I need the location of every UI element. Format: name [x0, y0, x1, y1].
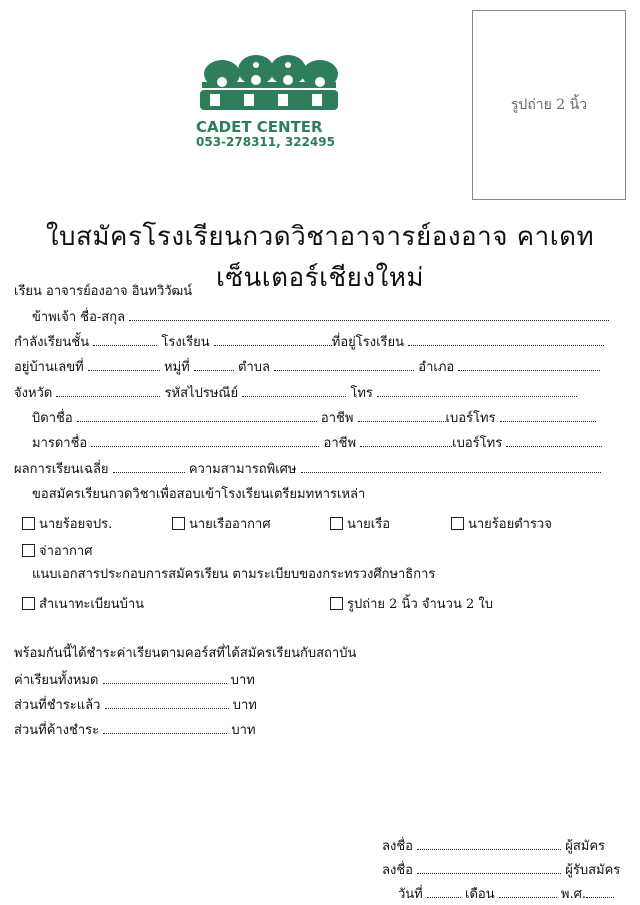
row-sign-receiver: [382, 859, 620, 880]
label-moo: หมู่ที่: [164, 360, 190, 375]
row-paid: [14, 696, 257, 715]
row-due: [14, 721, 256, 740]
label-province: จังหวัด: [14, 386, 53, 401]
cadet-figures-icon: [196, 52, 342, 114]
label-father-phone: เบอร์โทร: [445, 411, 496, 426]
option-air-sergeant[interactable]: [22, 540, 92, 561]
label-special: ความสามารถพิเศษ: [188, 462, 297, 477]
father-phone-field[interactable]: [500, 409, 596, 422]
label-paid: ส่วนที่ชำระแล้ว: [14, 698, 101, 713]
payment-intro: พร้อมกันนี้ได้ชำระค่าเรียนตามคอร์สที่ได้สมัครเรียนกับสถาบัน: [14, 646, 357, 661]
label-postcode: รหัสไปรษณีย์: [164, 386, 239, 401]
option-police-label: นายร้อยตำรวจ: [468, 517, 552, 532]
label-father: บิดาชื่อ: [32, 411, 73, 426]
attach-text: แนบเอกสารประกอบการสมัครเรียน ตามระเบียบของกระทรวงศึกษาธิการ: [32, 567, 436, 582]
option-navy[interactable]: [330, 513, 390, 534]
option-air-force[interactable]: [172, 513, 271, 534]
row-province: [14, 384, 577, 403]
date-field[interactable]: [427, 885, 461, 898]
option-house-registration[interactable]: [22, 593, 144, 614]
row-mother: [32, 434, 602, 453]
unit-paid: บาท: [232, 698, 257, 713]
label-month: เดือน: [465, 887, 495, 902]
label-father-occupation: อาชีพ: [320, 411, 354, 426]
option-photos[interactable]: [330, 593, 493, 614]
logo-phone: 053-278311, 322495: [196, 135, 335, 149]
label-sign-applicant: ลงชื่อ: [382, 839, 413, 854]
form-title: ใบสมัครโรงเรียนกวดวิชาอาจารย์องอาจ คาเดทเซ็นเตอร์เชียงใหม่: [45, 222, 595, 293]
postcode-field[interactable]: [242, 384, 346, 397]
photo-box: [472, 10, 626, 200]
mother-field[interactable]: [91, 434, 319, 447]
option-navy-label: นายเรือ: [347, 517, 391, 532]
label-house-no: อยู่บ้านเลขที่: [14, 360, 84, 375]
checkbox-police[interactable]: [451, 517, 464, 530]
row-date: [398, 883, 614, 904]
checkbox-army[interactable]: [22, 517, 35, 530]
mother-phone-field[interactable]: [506, 434, 602, 447]
row-father: [32, 409, 596, 428]
label-mother-occupation: อาชีพ: [323, 436, 357, 451]
special-field[interactable]: [301, 460, 601, 473]
option-army-label: นายร้อยจปร.: [39, 517, 113, 532]
label-mother: มารดาชื่อ: [32, 436, 88, 451]
label-total: ค่าเรียนทั้งหมด: [14, 673, 99, 688]
province-field[interactable]: [56, 384, 160, 397]
label-school: โรงเรียน: [161, 335, 210, 350]
option-photos-label: รูปถ่าย 2 นิ้ว จำนวน 2 ใบ: [347, 597, 494, 612]
option-house-registration-label: สำเนาทะเบียนบ้าน: [39, 597, 145, 612]
label-gpa: ผลการเรียนเฉลี่ย: [14, 462, 109, 477]
label-year: พ.ศ.: [560, 887, 587, 902]
father-field[interactable]: [77, 409, 317, 422]
checkbox-navy[interactable]: [330, 517, 343, 530]
unit-total: บาท: [230, 673, 255, 688]
receiver-signature-field[interactable]: [417, 861, 561, 874]
apply-text: ขอสมัครเรียนกวดวิชาเพื่อสอบเข้าโรงเรียนเตรียมทหารเหล่า: [32, 487, 366, 502]
label-tel: โทร: [350, 386, 373, 401]
school-address-field[interactable]: [408, 333, 604, 346]
label-date: วันที่: [398, 887, 423, 902]
year-field[interactable]: [586, 885, 614, 898]
row-gpa: [14, 460, 601, 479]
moo-field[interactable]: [194, 358, 234, 371]
label-grade: กำลังเรียนชั้น: [14, 335, 90, 350]
tambon-field[interactable]: [274, 358, 414, 371]
option-air-force-label: นายเรืออากาศ: [189, 517, 271, 532]
label-receiver: ผู้รับสมัคร: [565, 863, 621, 878]
logo-name: CADET CENTER: [196, 118, 323, 136]
label-tambon: ตำบล: [238, 360, 270, 375]
mother-occupation-field[interactable]: [360, 434, 452, 447]
row-school: [14, 333, 604, 352]
school-field[interactable]: [214, 333, 332, 346]
father-occupation-field[interactable]: [358, 409, 446, 422]
checkbox-air-sergeant[interactable]: [22, 544, 35, 557]
name-field[interactable]: [129, 308, 609, 321]
checkbox-air-force[interactable]: [172, 517, 185, 530]
option-army[interactable]: [22, 513, 112, 534]
greeting: เรียน อาจารย์องอาจ อินทวิวัฒน์: [14, 284, 193, 299]
row-total: [14, 671, 255, 690]
label-mother-phone: เบอร์โทร: [452, 436, 503, 451]
applicant-signature-field[interactable]: [417, 837, 561, 850]
month-field[interactable]: [499, 885, 557, 898]
cadet-center-logo: [196, 52, 342, 152]
checkbox-photos[interactable]: [330, 597, 343, 610]
row-name: [32, 308, 609, 327]
label-amphoe: อำเภอ: [418, 360, 455, 375]
photo-box-label: รูปถ่าย 2 นิ้ว: [510, 97, 588, 113]
unit-due: บาท: [231, 723, 256, 738]
option-air-sergeant-label: จ่าอากาศ: [39, 544, 93, 559]
row-address: [14, 358, 600, 377]
row-sign-applicant: [382, 835, 605, 856]
label-applicant: ผู้สมัคร: [565, 839, 606, 854]
checkbox-house-registration[interactable]: [22, 597, 35, 610]
label-name: ข้าพเจ้า ชื่อ-สกุล: [32, 310, 126, 325]
amphoe-field[interactable]: [458, 358, 600, 371]
label-due: ส่วนที่ค้างชำระ: [14, 723, 100, 738]
due-field[interactable]: [103, 721, 227, 734]
label-school-address: ที่อยู่โรงเรียน: [331, 335, 405, 350]
house-no-field[interactable]: [88, 358, 160, 371]
option-police[interactable]: [451, 513, 552, 534]
gpa-field[interactable]: [113, 460, 185, 473]
grade-field[interactable]: [93, 333, 157, 346]
paid-field[interactable]: [105, 696, 229, 709]
total-field[interactable]: [103, 671, 227, 684]
tel-field[interactable]: [377, 384, 577, 397]
label-sign-receiver: ลงชื่อ: [382, 863, 413, 878]
